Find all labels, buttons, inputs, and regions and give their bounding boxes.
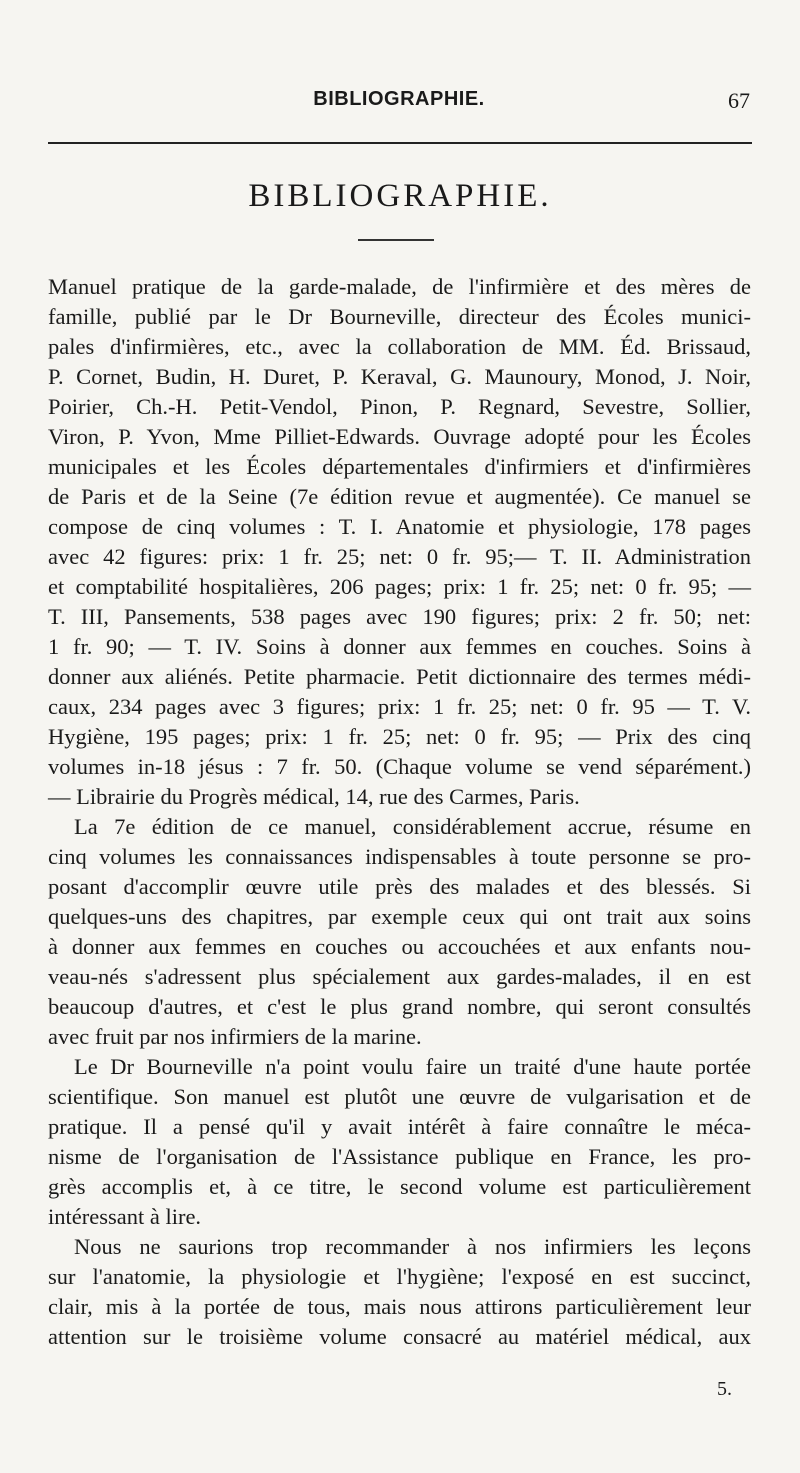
text-line: avec fruit par nos infirmiers de la marine. (48, 1024, 422, 1049)
text-line: municipales et les Écoles départementales d'infirmiers et d'infirmières (48, 454, 751, 479)
text-line: Le Dr Bourneville n'a point voulu faire un traité d'une haute portée (74, 1054, 751, 1079)
text-line: beaucoup d'autres, et c'est le plus grand nombre, qui seront consultés (48, 994, 751, 1019)
text-line: veau-nés s'adressent plus spécialement aux gardes-malades, il en est (48, 964, 751, 989)
text-line: clair, mis à la portée de tous, mais nous attirons particulièrement leur (48, 1294, 751, 1319)
signature-mark: 5. (717, 1378, 732, 1400)
text-line: Nous ne saurions trop recommander à nos infirmiers les leçons (74, 1234, 751, 1259)
text-line: caux, 234 pages avec 3 figures; prix: 1 fr. 25; net: 0 fr. 95 — T. V. (48, 694, 751, 719)
text-line: scientifique. Son manuel est plutôt une œuvre de vulgarisation et de (48, 1084, 751, 1109)
text-line: cinq volumes les connaissances indispensables à toute personne se pro- (48, 844, 751, 869)
running-head-title: BIBLIOGRAPHIE. (313, 88, 485, 110)
text-line: Manuel pratique de la garde-malade, de l'infirmière et des mères de (48, 274, 751, 299)
text-line: pratique. Il a pensé qu'il y avait intérêt à faire connaître le méca- (48, 1114, 751, 1139)
header-divider (48, 142, 752, 144)
text-line: et comptabilité hospitalières, 206 pages; prix: 1 fr. 25; net: 0 fr. 95; — (48, 574, 751, 599)
body-text (48, 272, 751, 1352)
text-line: La 7e édition de ce manuel, considérablement accrue, résume en (74, 814, 751, 839)
section-title: BIBLIOGRAPHIE. (248, 178, 552, 214)
page-number: 67 (728, 88, 750, 113)
text-line: pales d'infirmières, etc., avec la collaboration de MM. Éd. Brissaud, (48, 334, 751, 359)
text-line: famille, publié par le Dr Bourneville, directeur des Écoles munici- (48, 304, 751, 329)
text-line: T. III, Pansements, 538 pages avec 190 figures; prix: 2 fr. 50; net: (48, 604, 751, 629)
text-line: sur l'anatomie, la physiologie et l'hygiène; l'exposé en est succinct, (48, 1264, 751, 1289)
text-line: — Librairie du Progrès médical, 14, rue des Carmes, Paris. (48, 784, 580, 809)
text-line: 1 fr. 90; — T. IV. Soins à donner aux femmes en couches. Soins à (48, 634, 751, 659)
title-underline (358, 239, 434, 241)
text-line: P. Cornet, Budin, H. Duret, P. Keraval, G. Maunoury, Monod, J. Noir, (48, 364, 751, 389)
text-line: avec 42 figures: prix: 1 fr. 25; net: 0 fr. 95;— T. II. Administration (48, 544, 751, 569)
text-line: grès accomplis et, à ce titre, le second volume est particulièrement (48, 1174, 751, 1199)
text-line: à donner aux femmes en couches ou accouchées et aux enfants nou- (48, 934, 751, 959)
text-line: intéressant à lire. (48, 1204, 202, 1229)
text-line: compose de cinq volumes : T. I. Anatomie et physiologie, 178 pages (48, 514, 751, 539)
text-line: de Paris et de la Seine (7e édition revue et augmentée). Ce manuel se (48, 484, 751, 509)
text-line: nisme de l'organisation de l'Assistance publique en France, les pro- (48, 1144, 751, 1169)
text-line: donner aux aliénés. Petite pharmacie. Petit dictionnaire des termes médi- (48, 664, 751, 689)
running-head (48, 88, 750, 118)
text-line: Hygiène, 195 pages; prix: 1 fr. 25; net: 0 fr. 95; — Prix des cinq (48, 724, 751, 749)
text-line: Poirier, Ch.-H. Petit-Vendol, Pinon, P. Regnard, Sevestre, Sollier, (48, 394, 751, 419)
text-line: volumes in-18 jésus : 7 fr. 50. (Chaque volume se vend séparément.) (48, 754, 751, 779)
text-line: attention sur le troisième volume consacré au matériel médical, aux (48, 1324, 751, 1349)
text-line: Viron, P. Yvon, Mme Pilliet-Edwards. Ouvrage adopté pour les Écoles (48, 424, 751, 449)
text-line: posant d'accomplir œuvre utile près des malades et des blessés. Si (48, 874, 751, 899)
text-line: quelques-uns des chapitres, par exemple ceux qui ont trait aux soins (48, 904, 751, 929)
